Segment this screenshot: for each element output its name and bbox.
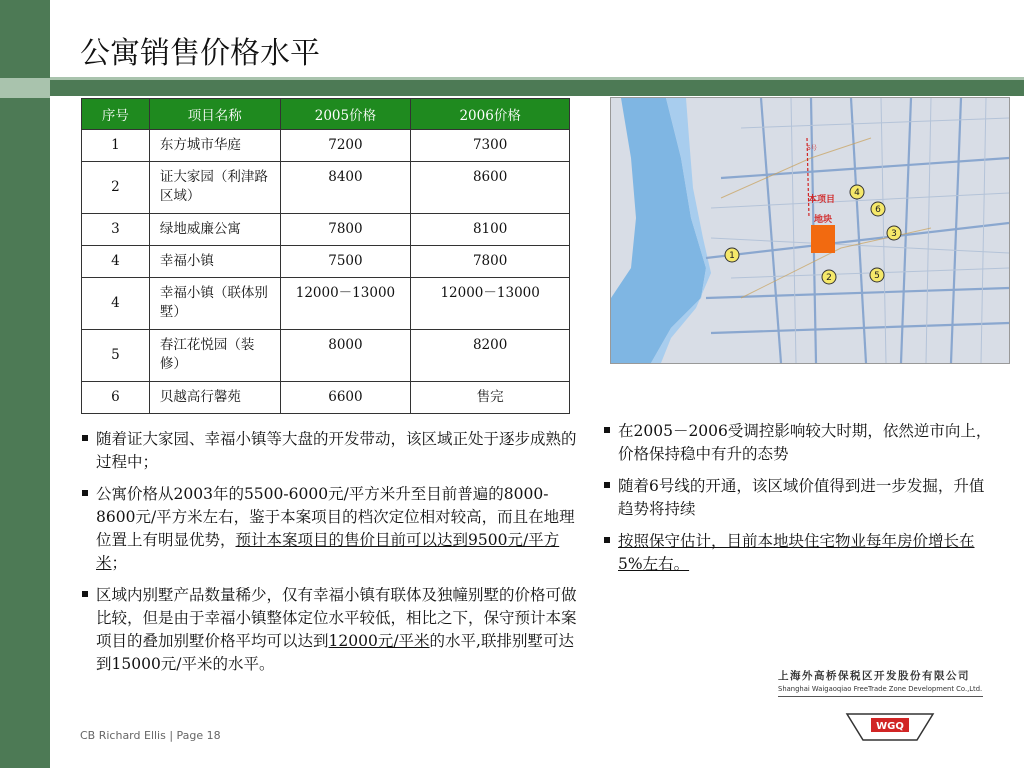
title-rule: [50, 80, 1024, 96]
table-row: [82, 278, 570, 330]
table-row: [82, 330, 570, 382]
bullet-item: [82, 428, 577, 474]
row-no: 2: [82, 162, 150, 214]
marker-6: [871, 202, 885, 216]
row-2005: 12000－13000: [280, 278, 411, 330]
price-table: [81, 98, 570, 414]
svg-text:5: 5: [874, 271, 880, 281]
right-bullet-list: [604, 420, 994, 585]
row-name: 幸福小镇（联体别墅）: [149, 278, 280, 330]
bullet-text: 按照保守估计，目前本地块住宅物业每年房价增长在5%左右。: [618, 532, 975, 573]
table-row: [82, 214, 570, 246]
row-no: 4: [82, 278, 150, 330]
company-name-en: Shanghai Waigaoqiao FreeTrade Zone Development Co.,Ltd.: [778, 685, 983, 693]
row-2005: 7800: [280, 214, 411, 246]
header-no: 序号: [82, 99, 150, 130]
logo-text: WGQ: [876, 721, 904, 732]
marker-5: [870, 268, 884, 282]
row-2006: 7800: [411, 246, 570, 278]
row-no: 3: [82, 214, 150, 246]
svg-text:2: 2: [826, 273, 832, 283]
row-2005: 8000: [280, 330, 411, 382]
svg-text:4: 4: [854, 188, 860, 198]
bullet-item: [604, 475, 994, 521]
row-name: 贝越高行馨苑: [149, 382, 280, 414]
table-row: [82, 382, 570, 414]
left-accent-bar: [0, 0, 50, 768]
row-2006: 12000－13000: [411, 278, 570, 330]
bullet-text: 在2005－2006受调控影响较大时期，依然逆市向上，价格保持稳中有升的态势: [618, 422, 992, 463]
header-2006: 2006价格: [411, 99, 570, 130]
marker-4: [850, 185, 864, 199]
svg-text:1: 1: [729, 251, 735, 261]
company-name-cn: 上海外高桥保税区开发股份有限公司: [778, 670, 970, 682]
bullet-text: 公寓价格从2003年的5500-6000元/平方米升至目前普遍的8000-8600元/平方米左右，鉴于本案项目的档次定位相对较高，而且在地理位置上有明显优势，: [96, 485, 575, 549]
row-name: 绿地威廉公寓: [149, 214, 280, 246]
marker-2: [822, 270, 836, 284]
row-2006: 8200: [411, 330, 570, 382]
row-no: 1: [82, 130, 150, 162]
project-site-marker: [811, 225, 835, 253]
map-road-label: 5号: [807, 145, 817, 152]
bullet-text: 随着6号线的开通，该区域价值得到进一步发掘，升值趋势将持续: [618, 477, 985, 518]
bullet-text-end: ；: [111, 554, 128, 572]
table-row: [82, 162, 570, 214]
row-2006: 售完: [411, 382, 570, 414]
map-graphic: [611, 98, 1009, 363]
table-row: [82, 130, 570, 162]
row-no: 4: [82, 246, 150, 278]
marker-3: [887, 226, 901, 240]
row-2005: 7200: [280, 130, 411, 162]
company-block: [778, 668, 988, 697]
left-bullet-list: [82, 428, 577, 685]
location-map: [610, 97, 1010, 364]
map-site-label-2: 地块: [814, 215, 833, 225]
row-no: 6: [82, 382, 150, 414]
row-2005: 8400: [280, 162, 411, 214]
bullet-item: [82, 584, 577, 676]
row-name: 东方城市华庭: [149, 130, 280, 162]
slide-title: 公寓销售价格水平: [80, 36, 320, 71]
table-header-row: [82, 99, 570, 130]
row-2006: 7300: [411, 130, 570, 162]
bullet-item: [604, 530, 994, 576]
company-rule: [778, 696, 983, 697]
row-2005: 6600: [280, 382, 411, 414]
bullet-highlight: 12000元/平米: [328, 632, 430, 650]
bullet-highlight: 预计本案项目的售价目前可以达到9500元/平方米: [96, 531, 560, 572]
row-name: 春江花悦园（装修）: [149, 330, 280, 382]
company-logo: [845, 706, 935, 750]
table-row: [82, 246, 570, 278]
row-2006: 8100: [411, 214, 570, 246]
bullet-text: 区域内别墅产品数量稀少，仅有幸福小镇有联体及独幢别墅的价格可做比较，但是由于幸福小镇整体定位水平较低，相比之下，保守预计本案项目的叠加别墅价格平均可以达到: [96, 586, 577, 650]
header-name: 项目名称: [149, 99, 280, 130]
bullet-item: [604, 420, 994, 466]
row-name: 证大家园（利津路区域）: [149, 162, 280, 214]
bullet-text: 随着证大家园、幸福小镇等大盘的开发带动，该区域正处于逐步成熟的过程中；: [96, 430, 577, 471]
slide-footer: CB Richard Ellis | Page 18: [80, 729, 221, 742]
row-no: 5: [82, 330, 150, 382]
row-name: 幸福小镇: [149, 246, 280, 278]
svg-text:6: 6: [875, 205, 881, 215]
row-2005: 7500: [280, 246, 411, 278]
row-2006: 8600: [411, 162, 570, 214]
marker-1: [725, 248, 739, 262]
header-2005: 2005价格: [280, 99, 411, 130]
bullet-text-end: 的水平,联排别墅可达到15000元/平米的水平。: [96, 632, 574, 673]
bullet-item: [82, 483, 577, 575]
svg-text:3: 3: [891, 229, 897, 239]
map-site-label-1: 本项目: [808, 195, 836, 205]
